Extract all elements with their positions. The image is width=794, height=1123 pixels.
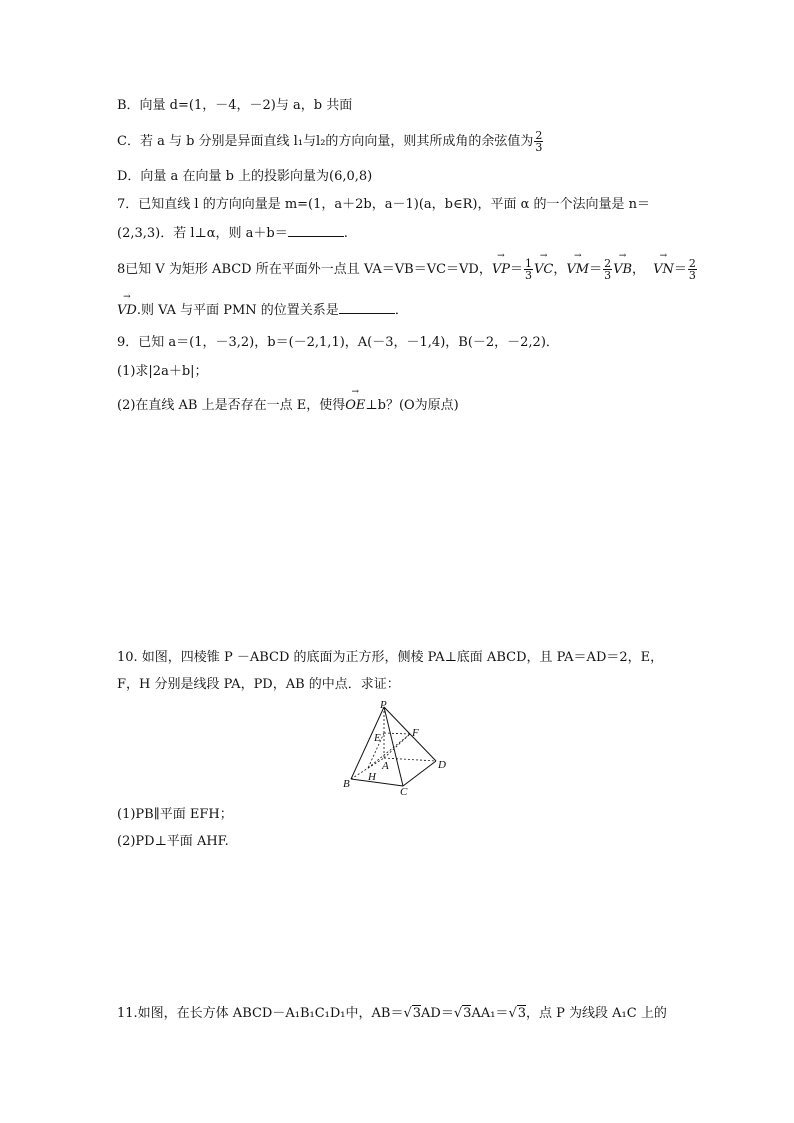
option-c-text: C．若 a 与 b 分别是异面直线 l₁与l₂的方向向量，则其所成角的余弦值为: [117, 134, 534, 149]
option-d-text: D．向量 a 在向量 b 上的投影向量为(6,0,8): [117, 169, 373, 184]
question-10-text: 10. 如图，四棱锥 P －ABCD 的底面为正方形，侧棱 PA⊥底面 ABCD，且 PA＝AD＝2，E，: [117, 650, 664, 665]
vector-vp: → VP: [492, 262, 510, 278]
question-7-text-2: (2,3,3)．若 l⊥α，则 a＋b＝: [117, 226, 288, 241]
sqrt-3-c: 3: [517, 1006, 527, 1021]
answer-blank-8[interactable]: [339, 301, 395, 314]
sqrt-3-b: 3: [463, 1006, 472, 1021]
fraction-2-3-b: $\frac{2}{3}$: [688, 257, 696, 282]
option-b: [117, 98, 352, 114]
vector-vm: → VM: [566, 262, 589, 278]
edge-ad: [384, 758, 436, 761]
vector-oe: → OE: [345, 398, 365, 414]
question-10-line2: [117, 677, 400, 693]
sqrt-3-a: 3: [412, 1006, 422, 1021]
question-10-sub2: [117, 834, 229, 850]
question-7-line1: [117, 197, 650, 213]
question-9-part-2: (2)在直线 AB 上是否存在一点 E，使得: [117, 398, 346, 413]
question-8-line2: → VD.则 VA 与平面 PMN 的位置关系是 ．: [117, 301, 408, 319]
option-c: [117, 130, 544, 153]
vector-vc: → VC: [534, 262, 553, 278]
question-7-text: 7．已知直线 l 的方向向量是 m=(1，a＋2b，a－1)(a，b∈R)，平面 α 的一个法向量是 n＝: [117, 197, 651, 212]
question-9-text: 9．已知 a＝(1，－3,2)，b＝(－2,1,1)，A(－3，－1,4)，B(－2，－2,2)．: [117, 335, 559, 350]
question-8-text: 8已知 V 为矩形 ABCD 所在平面外一点且 VA＝VB＝VC＝VD，: [117, 262, 492, 277]
label-a: A: [382, 760, 389, 772]
question-8-line1: 8已知 V 为矩形 ABCD 所在平面外一点且 VA＝VB＝VC＝VD，→ VP＝ $\frac{1}{3}$ → VC，→ VM＝ $\frac{2}{3}$ → VB，→ VN＝ $\frac{2}{3}$: [117, 258, 698, 281]
label-b: B: [343, 778, 350, 790]
label-d: D: [438, 759, 446, 771]
fraction-2-3-a: $\frac{2}{3}$: [604, 257, 612, 282]
vector-vb: → VB: [613, 262, 632, 278]
question-11-text: 11.如图，在长方体 ABCD－A₁B₁C₁D₁中，AB＝: [117, 1006, 404, 1021]
edge-cd: [403, 761, 436, 786]
question-8-text-2: .则 VA 与平面 PMN 的位置关系是: [136, 303, 339, 318]
label-c: C: [400, 786, 408, 796]
question-9-part-1: (1)求|2a＋b|；: [117, 364, 208, 379]
question-9-line1: [117, 335, 559, 351]
question-9-sub2: (2)在直线 AB 上是否存在一点 E，使得→ OE⊥b？(O为原点): [117, 398, 459, 414]
pyramid-figure: [338, 700, 458, 796]
label-f: F: [412, 727, 419, 739]
option-d: [117, 169, 372, 185]
edge-bc: [351, 779, 403, 786]
answer-blank-7[interactable]: [288, 224, 344, 237]
question-9-sub1: [117, 364, 208, 380]
question-7-line2: (2,3,3)．若 l⊥α，则 a＋b＝ .: [117, 226, 348, 241]
question-10-line1: [117, 650, 663, 666]
label-p: P: [380, 700, 387, 711]
question-10-sub1: [117, 807, 233, 823]
option-c-fraction: $\frac{2}{3}$: [535, 129, 543, 154]
vector-vn: → VN: [653, 262, 674, 278]
question-10-part-1: (1)PB∥平面 EFH；: [117, 807, 233, 822]
edge-pd: [384, 707, 436, 761]
segment-ef: [384, 733, 410, 734]
vector-vd: → VD: [117, 303, 137, 319]
question-10-text-2: F，H 分别是线段 PA，PD，AB 的中点．求证：: [117, 677, 400, 692]
fraction-1-3: $\frac{1}{3}$: [525, 257, 533, 282]
label-h: H: [368, 771, 376, 783]
edge-pc: [384, 707, 403, 786]
question-11-line1: 11.如图，在长方体 ABCD－A₁B₁C₁D₁中，AB＝√3AD＝√3AA₁＝√3，点 P 为线段 A₁C 上的: [117, 1006, 667, 1021]
question-10-part-2: (2)PD⊥平面 AHF.: [117, 834, 229, 849]
label-e: E: [374, 732, 381, 744]
option-b-text: B．向量 d=(1，－4，－2)与 a，b 共面: [117, 98, 353, 113]
